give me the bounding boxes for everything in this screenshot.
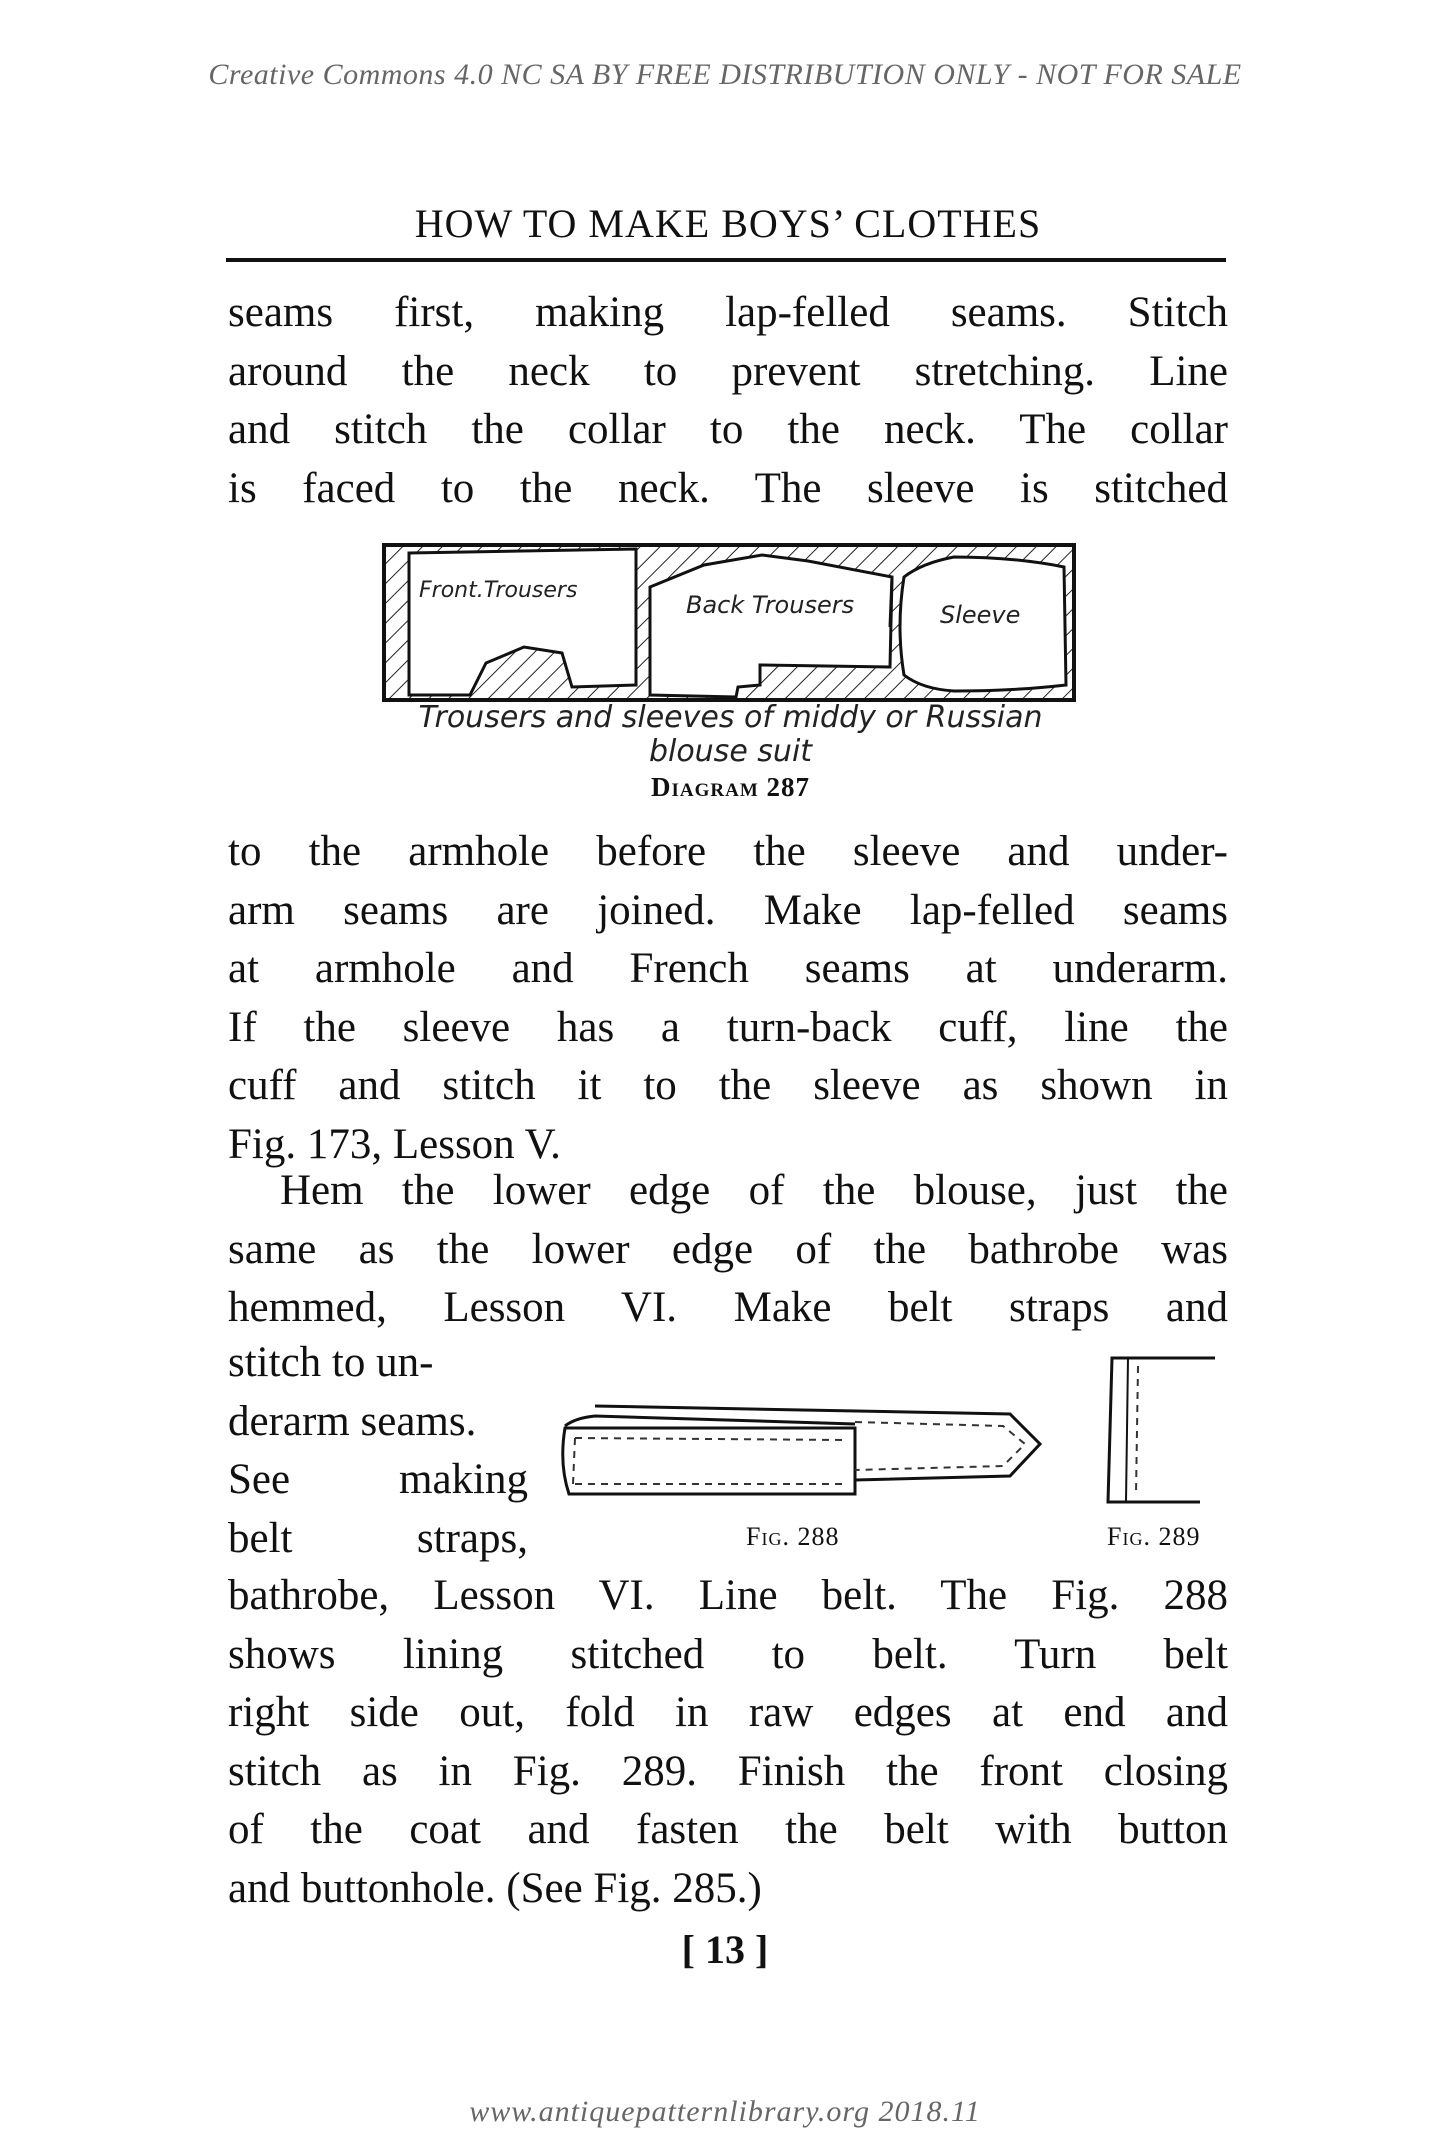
paragraph-3-end	[228, 1567, 1228, 1918]
text-line: seams first, making lap-felled seams. Stitch	[228, 289, 1228, 336]
text-line: and stitch the collar to the neck. The collar	[228, 406, 1228, 453]
dart-line	[890, 577, 892, 627]
belt-end-stitching	[1136, 1366, 1138, 1494]
running-head: HOW TO MAKE BOYS’ CLOTHES	[414, 201, 1042, 246]
diagram-caption	[374, 701, 1087, 769]
text-line: at armhole and French seams at underarm.	[228, 945, 1228, 992]
text-line: Fig. 173, Lesson V.	[228, 1120, 561, 1168]
sleeve-label: Sleeve	[940, 601, 1021, 629]
diagram-287	[374, 535, 1087, 710]
text-line: shows lining stitched to belt. Turn belt	[228, 1630, 1228, 1678]
text-line: of the coat and fasten the belt with button	[228, 1806, 1228, 1853]
paragraph-2	[228, 823, 1228, 1174]
text-line: around the neck to prevent stretching. Line	[228, 347, 1228, 395]
figure-288-caption: Fig. 288	[746, 1522, 840, 1551]
footer-url: www.antiquepatternlibrary.org 2018.11	[469, 2095, 981, 2128]
paragraph-1	[228, 284, 1228, 518]
diagram-caption-line: Trousers and sleeves of middy or Russian	[418, 700, 1043, 735]
text-line: bathrobe, Lesson VI. Line belt. The Fig. 288	[228, 1572, 1228, 1619]
text-line: See making	[228, 1456, 528, 1503]
paragraph-3	[228, 1162, 1228, 1338]
text-line: to the armhole before the sleeve and under-	[228, 828, 1228, 875]
back-trousers-label: Back Trousers	[686, 591, 855, 619]
figure-288-belt	[555, 1394, 1065, 1504]
text-line: If the sleeve has a turn-back cuff, line the	[228, 1003, 1228, 1051]
license-header: Creative Commons 4.0 NC SA BY FREE DISTRIBUTION ONLY - NOT FOR SALE	[208, 58, 1242, 91]
text-line: is faced to the neck. The sleeve is stitched	[228, 464, 1228, 512]
text-line: arm seams are joined. Make lap-felled seams	[228, 886, 1228, 934]
text-line: right side out, fold in raw edges at end and	[228, 1689, 1228, 1736]
paragraph-3-narrow	[228, 1334, 528, 1568]
text-line: hemmed, Lesson VI. Make belt straps and	[228, 1284, 1228, 1331]
text-line: and buttonhole. (See Fig. 285.)	[228, 1864, 762, 1912]
text-line: derarm seams.	[228, 1397, 477, 1445]
belt-stitching	[855, 1422, 1025, 1470]
belt-lining-fold	[565, 1416, 855, 1426]
diagram-caption-line: blouse suit	[648, 734, 813, 769]
diagram-number: Diagram 287	[650, 772, 811, 802]
figure-289-caption: Fig. 289	[1107, 1522, 1201, 1551]
page-number: [ 13 ]	[681, 1927, 769, 1972]
figure-289-belt-end	[1100, 1352, 1230, 1512]
text-line: Hem the lower edge of the blouse, just the	[280, 1167, 1228, 1214]
text-line: cuff and stitch it to the sleeve as shown in	[228, 1062, 1228, 1109]
text-line: stitch as in Fig. 289. Finish the front closing	[228, 1747, 1228, 1795]
text-line: stitch to un-	[228, 1339, 434, 1386]
belt-end-fold	[1126, 1358, 1128, 1502]
front-trousers-label: Front.Trousers	[419, 578, 578, 603]
text-line: belt straps,	[228, 1514, 528, 1562]
text-line: same as the lower edge of the bathrobe was	[228, 1225, 1228, 1273]
belt-end-outline	[1108, 1358, 1215, 1502]
header-rule	[226, 258, 1226, 262]
